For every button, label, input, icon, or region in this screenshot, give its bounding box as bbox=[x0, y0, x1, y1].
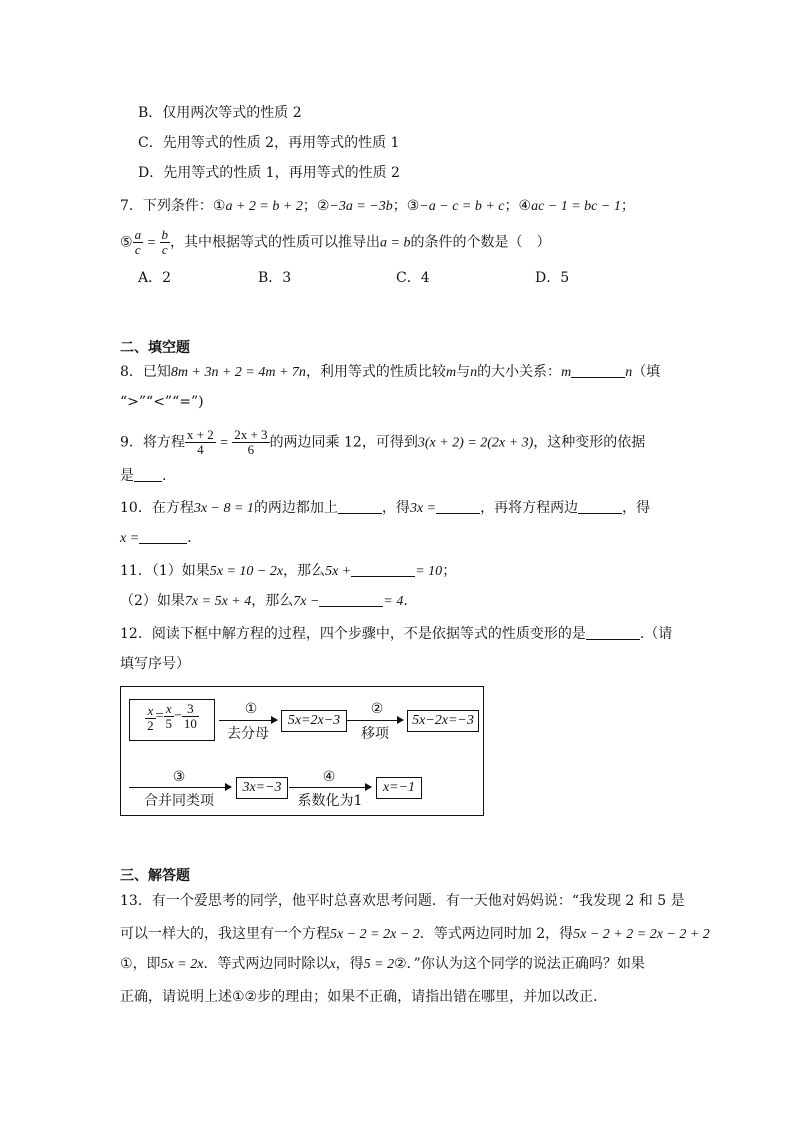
section-3-heading: 三、解答题 bbox=[120, 868, 190, 884]
q13-line4 bbox=[120, 987, 607, 1007]
q6-option-d: D．先用等式的性质 1，再用等式的性质 2 bbox=[138, 165, 400, 181]
q7-intro: 7．下列条件： bbox=[120, 198, 213, 214]
q11-p2: （2）如果 bbox=[120, 593, 185, 609]
circle-4: ④ bbox=[518, 198, 532, 214]
q9-frac-left bbox=[185, 428, 216, 457]
frac-num: x + 2 bbox=[186, 427, 214, 442]
q8-with: 与 bbox=[456, 364, 471, 380]
flow-box-2: 5x−2x=−3 bbox=[407, 710, 479, 732]
circle-1: ① bbox=[212, 198, 226, 214]
q13-eq4: 5 = 2 bbox=[363, 957, 395, 972]
q10-a: 的两边都加上 bbox=[253, 500, 338, 516]
q7-line2 bbox=[120, 228, 550, 257]
q10-c: ，再将方程两边 bbox=[480, 500, 579, 516]
flow-minus: − bbox=[174, 708, 182, 724]
q8-equation: 8m + 3n + 2 = 4m + 7n bbox=[170, 365, 306, 380]
q12-end: .（请 bbox=[639, 626, 673, 642]
q10-x: x = bbox=[120, 531, 140, 546]
frac-den: 10 bbox=[183, 716, 197, 731]
q7-cond4: ac − 1 = bc − 1 bbox=[531, 199, 621, 214]
q13-l4b: 步的理由；如果不正确，请指出错在哪里，并加以改正． bbox=[257, 989, 608, 1005]
q13-eq1: 5x − 2 = 2x − 2 bbox=[330, 927, 420, 942]
frac-den: c bbox=[161, 242, 168, 257]
step-4-arrow bbox=[289, 787, 371, 788]
circle-1: ① bbox=[120, 956, 133, 972]
q10-equation: 3x − 8 = 1 bbox=[193, 501, 254, 516]
step-2-label: 移项 bbox=[361, 726, 389, 742]
circle-2: ② bbox=[394, 956, 407, 972]
q7-rest2: 的条件的个数是（ ） bbox=[410, 234, 551, 251]
flow-box-3: 3x=−3 bbox=[236, 777, 288, 799]
step-4-number: ④ bbox=[322, 769, 336, 785]
q9-shi: 是 bbox=[120, 468, 134, 484]
section-2-heading: 二、填空题 bbox=[120, 340, 190, 356]
step-3-label: 合并同类项 bbox=[144, 793, 214, 809]
q11-end2: . bbox=[403, 593, 408, 609]
q7-line1: 7．下列条件：①a + 2 = b + 2；②−3a = −3b；③−a − c = b + c；④ac − 1 = bc − 1； bbox=[120, 198, 635, 214]
q9-answer-blank[interactable] bbox=[134, 467, 162, 482]
frac-num: b bbox=[161, 227, 169, 242]
q12-answer-blank[interactable] bbox=[586, 625, 640, 640]
q11-line1 bbox=[120, 561, 456, 582]
q11-e1c: = 10 bbox=[415, 564, 443, 579]
circle-1-2: ①② bbox=[232, 989, 258, 1005]
q13-eq2: 5x − 2 + 2 = 2x − 2 + 2 bbox=[573, 927, 710, 942]
frac-num: a bbox=[134, 227, 142, 242]
q9-frac-right bbox=[232, 428, 269, 457]
q10-3x: 3x = bbox=[409, 501, 437, 516]
q7-frac-b-c bbox=[160, 228, 171, 257]
q8-answer-blank[interactable] bbox=[571, 363, 625, 378]
q9-end: . bbox=[162, 468, 167, 484]
q11-end1: ； bbox=[442, 563, 457, 579]
q9-post: ，这种变形的依据 bbox=[533, 434, 646, 451]
q8-m2: m bbox=[561, 365, 572, 380]
step-3-arrow bbox=[129, 787, 231, 788]
q8-line2: “>”“<”“=”) bbox=[120, 394, 204, 410]
q8-post: 的大小关系： bbox=[477, 364, 562, 380]
q10-blank-4[interactable] bbox=[139, 529, 187, 544]
q8-fill: （填 bbox=[632, 364, 661, 380]
q13-l2a: 可以一样大的，我这里有一个方程 bbox=[120, 926, 330, 942]
q13-line2 bbox=[120, 924, 710, 945]
q7-option-d: D．5 bbox=[535, 270, 570, 286]
flow-box-1: 5x=2x−3 bbox=[281, 710, 347, 732]
solution-flow-box bbox=[120, 686, 484, 816]
frac-num: x bbox=[145, 704, 156, 719]
frac-den: 6 bbox=[247, 442, 255, 457]
flow-frac-2 bbox=[164, 702, 175, 731]
q13-l3b: ．等式两边同时除以 bbox=[203, 956, 330, 972]
q9-line1 bbox=[120, 428, 645, 457]
step-2-number: ② bbox=[370, 701, 384, 717]
circle-2: ② bbox=[316, 198, 330, 214]
flow-start-equation bbox=[129, 699, 215, 741]
q9-mid: 的两边同乘 12，可得到 bbox=[269, 434, 418, 451]
step-2-arrow bbox=[347, 720, 403, 721]
q11-e2b: 7x − bbox=[293, 594, 320, 609]
q11-line2 bbox=[120, 591, 408, 612]
q10-d: ，得 bbox=[622, 500, 651, 516]
q10-line1 bbox=[120, 498, 650, 519]
flow-box-4: x=−1 bbox=[376, 777, 422, 799]
q11-p1: 11．（1）如果 bbox=[120, 563, 210, 579]
q7-eq: = bbox=[143, 235, 160, 251]
frac-den: c bbox=[134, 242, 141, 257]
q11-then2: ，那么 bbox=[251, 593, 294, 609]
q13-line3 bbox=[120, 954, 645, 975]
q7-frac-a-c bbox=[133, 228, 144, 257]
q9-eq: = bbox=[215, 435, 233, 451]
flow-frac-3 bbox=[182, 702, 199, 731]
q11-then1: ，那么 bbox=[283, 563, 326, 579]
q13-l4a: 正确，请说明上述 bbox=[120, 989, 232, 1005]
q7-option-c: C．4 bbox=[396, 270, 430, 286]
step-1-number: ① bbox=[244, 701, 258, 717]
frac-num: 3 bbox=[182, 702, 199, 717]
q6-option-b: B．仅用两次等式的性质 2 bbox=[138, 105, 302, 121]
flow-eq: = bbox=[155, 708, 164, 724]
q8-n2: n bbox=[625, 365, 633, 380]
q8-n: n bbox=[470, 365, 478, 380]
q10-blank-1[interactable] bbox=[338, 499, 382, 514]
q6-option-c: C．先用等式的性质 2，再用等式的性质 1 bbox=[138, 135, 400, 151]
q11-blank-2[interactable] bbox=[319, 592, 383, 607]
q11-blank-1[interactable] bbox=[351, 562, 415, 577]
q9-result: 3(x + 2) = 2(2x + 3) bbox=[417, 435, 534, 451]
q7-cond3: −a − c = b + c bbox=[419, 199, 505, 214]
q10-line2 bbox=[120, 528, 192, 549]
q7-option-a: A．2 bbox=[138, 270, 172, 286]
q10-blank-2[interactable] bbox=[436, 499, 480, 514]
flow-frac-1 bbox=[145, 704, 156, 733]
frac-num: x bbox=[164, 702, 175, 717]
q8-line1 bbox=[120, 362, 660, 383]
q7-option-b: B．3 bbox=[258, 270, 292, 286]
q12-line1 bbox=[120, 624, 672, 644]
q13-l3a: ，即 bbox=[132, 956, 161, 972]
q13-line1: 13．有一个爱思考的同学，他平时总喜欢思考问题．有一天他对妈妈说：“我发现 2 和 5 是 bbox=[120, 893, 685, 909]
q11-e1: 5x = 10 − 2x bbox=[209, 564, 284, 579]
step-1-arrow bbox=[219, 720, 277, 721]
circle-5: ⑤ bbox=[120, 234, 133, 251]
q11-e1b: 5x + bbox=[325, 564, 352, 579]
q11-e2: 7x = 5x + 4 bbox=[184, 594, 252, 609]
q12-line2: 填写序号） bbox=[120, 656, 190, 672]
q13-eq3: 5x = 2x bbox=[160, 957, 204, 972]
frac-den: 5 bbox=[165, 716, 172, 731]
q7-cond1: a + 2 = b + 2 bbox=[225, 199, 303, 214]
q11-e2c: = 4 bbox=[383, 594, 404, 609]
frac-den: 4 bbox=[197, 442, 204, 457]
q13-l2b: ．等式两边同时加 2，得 bbox=[419, 926, 574, 942]
q12-text: 12．阅读下框中解方程的过程，四个步骤中，不是依据等式的性质变形的是 bbox=[120, 626, 586, 642]
q10-b: ，得 bbox=[381, 500, 410, 516]
q13-l3d: ．”你认为这个同学的说法正确吗？如果 bbox=[406, 956, 645, 972]
q13-l3c: ，得 bbox=[335, 956, 364, 972]
q8-m: m bbox=[445, 365, 457, 380]
q7-rest1: ，其中根据等式的性质可以推导出 bbox=[170, 234, 381, 251]
q10-end: . bbox=[187, 530, 192, 546]
step-4-label: 系数化为1 bbox=[297, 793, 363, 809]
q9-line2 bbox=[120, 466, 166, 486]
circle-3: ③ bbox=[406, 198, 420, 214]
frac-num: 2x + 3 bbox=[234, 427, 268, 442]
q7-cond2: −3a = −3b bbox=[329, 199, 393, 214]
q13-x: x bbox=[329, 957, 336, 972]
q9-pre: 9．将方程 bbox=[120, 434, 185, 451]
step-3-number: ③ bbox=[172, 769, 186, 785]
q10-pre: 10．在方程 bbox=[120, 500, 194, 516]
frac-den: 2 bbox=[147, 718, 154, 733]
q8-mid: ，利用等式的性质比较 bbox=[305, 364, 446, 380]
step-1-label: 去分母 bbox=[227, 726, 269, 742]
q10-blank-3[interactable] bbox=[578, 499, 622, 514]
q7-ab: a = b bbox=[380, 235, 411, 251]
q8-pre: 8．已知 bbox=[120, 364, 171, 380]
